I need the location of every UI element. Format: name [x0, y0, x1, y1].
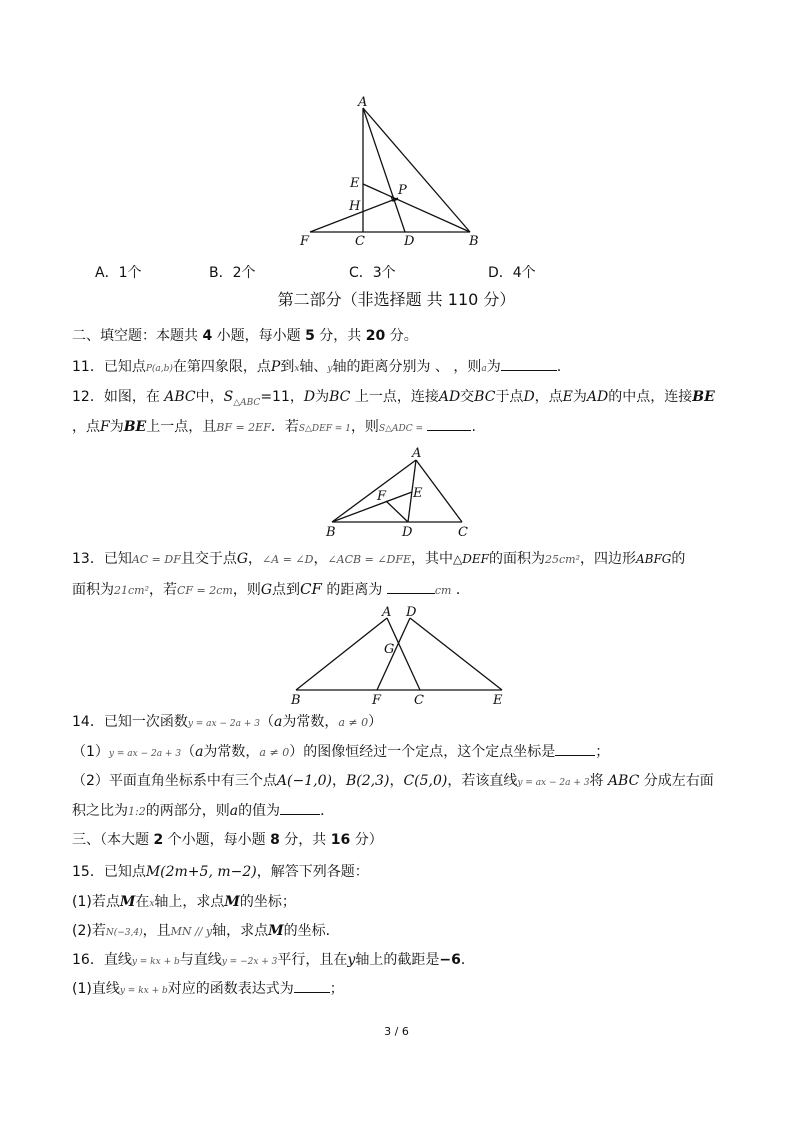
page-number: 3 / 6 [384, 1025, 409, 1038]
answer-blank [294, 980, 330, 993]
question-16-part-1: (1)直线y = kx + b对应的函数表达式为 ； [72, 981, 344, 997]
question-15: 15．已知点M(2m+5, m−2)，解答下列各题： [72, 864, 369, 880]
option-b: B．2个 [209, 265, 256, 281]
label-E: E [350, 176, 360, 191]
label-G: G [384, 642, 395, 657]
label-E: E [413, 486, 423, 501]
question-14: 14．已知一次函数y = ax − 2a + 3（a为常数，a ≠ 0） [72, 714, 383, 730]
answer-blank [427, 418, 471, 431]
label-F: F [377, 489, 387, 504]
answer-blank [280, 802, 320, 815]
line-EB [363, 184, 470, 232]
option-a: A．1个 [95, 265, 142, 281]
label-E: E [493, 693, 503, 708]
question-13-line-1: 13．已知AC = DF且交于点G，∠A = ∠D，∠ACB = ∠DFE，其中△DEF的面积为25cm²，四边形ABFG的 [72, 551, 686, 567]
question-15-part-2: (2)若N(−3,4)，且MN // y轴，求点M的坐标． [72, 923, 340, 939]
label-P: P [398, 183, 407, 198]
line-AD [363, 108, 405, 232]
label-C: C [355, 234, 365, 249]
section2-heading: 二、填空题：本题共 4 小题，每小题 5 分，共 20 分。 [72, 328, 418, 344]
label-D: D [404, 234, 415, 249]
question-15-part-1: (1)若点M在x轴上，求点M的坐标； [72, 894, 296, 910]
question-11: 11．已知点P(a,b)在第四象限，点P到x轴、y轴的距离分别为 、 ，则a为 . [72, 359, 562, 375]
label-B: B [326, 525, 336, 540]
figure-1-triangle-diagram [290, 92, 490, 252]
label-B: B [291, 693, 301, 708]
answer-blank [555, 743, 595, 756]
label-D: D [406, 605, 417, 620]
figure-3-overlapping-triangles-diagram [280, 602, 520, 710]
label-A: A [382, 605, 392, 620]
label-F: F [372, 693, 382, 708]
question-14-part-1: （1）y = ax − 2a + 3（a为常数，a ≠ 0）的图像恒经过一个定点，这个定点坐标是 ； [72, 744, 610, 760]
line-AC [416, 460, 462, 522]
label-A: A [412, 446, 422, 461]
option-d: D．4个 [488, 265, 536, 281]
label-F: F [300, 234, 310, 249]
line-DE [410, 618, 502, 690]
line-BE [332, 492, 412, 522]
question-12-line-1: 12．如图，在 ABC中，$S_{\triangle ABC}=11$，D为BC 上一点，连接AD交BC于点D，点E为AD的中点，连接BE [72, 389, 715, 408]
option-c: C．3个 [349, 265, 396, 281]
label-C: C [414, 693, 424, 708]
question-14-part-2-line-2: 积之比为1:2的两部分，则a的值为 ． [72, 803, 335, 819]
line-AB [363, 108, 470, 232]
part2-title: 第二部分（非选择题 共 110 分） [277, 290, 516, 309]
line-AB [296, 618, 387, 690]
line-FD [386, 501, 408, 522]
figure-2-triangle-diagram [320, 444, 480, 540]
section3-heading: 三、（本大题 2 个小题，每小题 8 分，共 16 分） [72, 832, 383, 848]
line-AB [332, 460, 416, 522]
answer-blank [387, 581, 435, 594]
label-D: D [402, 525, 413, 540]
label-B: B [469, 234, 479, 249]
question-12-line-2: ，点F为BE上一点，且BF = 2EF．若S△DEF = 1，则S△ADC = . [72, 419, 476, 435]
answer-blank [501, 358, 557, 371]
question-16: 16．直线y = kx + b与直线y = −2x + 3平行，且在y轴上的截距是−6． [72, 952, 475, 968]
question-14-part-2-line-1: （2）平面直角坐标系中有三个点A(−1,0)，B(2,3)，C(5,0)，若该直线y = ax − 2a + 3将 ABC 分成左右面 [72, 773, 714, 789]
label-A: A [358, 95, 368, 110]
label-C: C [458, 525, 468, 540]
label-H: H [349, 199, 361, 214]
question-13-line-2: 面积为21cm²，若CF = 2cm，则G点到CF 的距离为 cm ． [72, 580, 470, 598]
